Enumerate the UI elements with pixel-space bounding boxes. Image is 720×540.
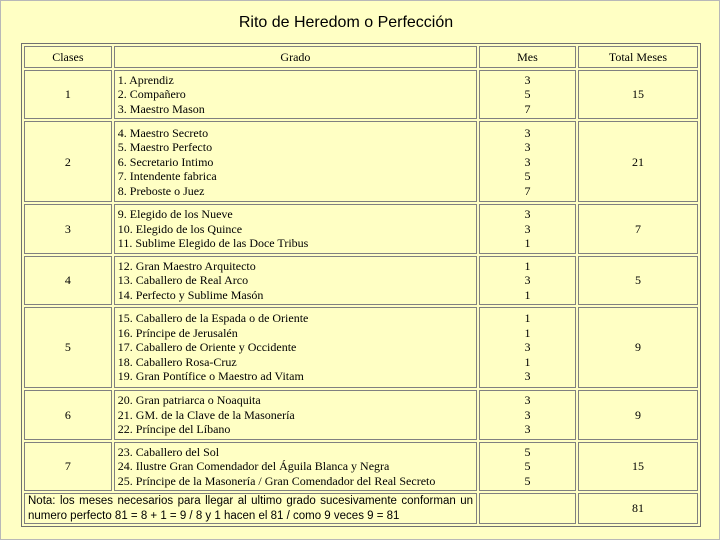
grado-item: 22. Príncipe del Líbano xyxy=(117,422,231,437)
mes-item: 3 xyxy=(524,273,531,288)
grado-item: 13. Caballero de Real Arco xyxy=(117,273,249,288)
mes-item: 7 xyxy=(524,101,531,116)
clase-cell: 7 xyxy=(24,442,112,491)
mes-item: 5 xyxy=(524,169,531,184)
mes-item: 5 xyxy=(524,459,531,474)
grado-item: 15. Caballero de la Espada o de Oriente xyxy=(117,311,309,326)
grado-cell xyxy=(114,204,477,253)
grado-item: 12. Gran Maestro Arquitecto xyxy=(117,258,256,273)
grado-item: 3. Maestro Mason xyxy=(117,101,205,116)
mes-item: 3 xyxy=(524,221,531,236)
mes-cell xyxy=(479,121,576,202)
grado-item: 8. Preboste o Juez xyxy=(117,183,205,198)
grado-cell xyxy=(114,121,477,202)
grado-item: 24. Ilustre Gran Comendador del Águila Blanca y Negra xyxy=(117,459,390,474)
grado-cell xyxy=(114,390,477,439)
mes-item: 3 xyxy=(524,207,531,222)
table-row xyxy=(24,121,698,202)
grado-item: 10. Elegido de los Quince xyxy=(117,221,243,236)
clase-cell: 3 xyxy=(24,204,112,253)
table-row xyxy=(24,390,698,439)
mes-cell xyxy=(479,70,576,119)
grado-item: 11. Sublime Elegido de las Doce Tribus xyxy=(117,236,309,251)
table-row xyxy=(24,442,698,491)
total-cell: 15 xyxy=(578,442,698,491)
page-title: Rito de Heredom o Perfección xyxy=(238,14,454,31)
mes-cell xyxy=(479,204,576,253)
grado-cell xyxy=(114,70,477,119)
mes-item: 1 xyxy=(524,258,531,273)
clase-cell: 4 xyxy=(24,256,112,305)
mes-item: 3 xyxy=(524,422,531,437)
table-row xyxy=(24,204,698,253)
grado-item: 19. Gran Pontífice o Maestro ad Vitam xyxy=(117,369,304,384)
grado-item: 2. Compañero xyxy=(117,87,186,102)
grado-item: 7. Intendente fabrica xyxy=(117,169,217,184)
mes-item: 5 xyxy=(524,87,531,102)
clase-cell: 6 xyxy=(24,390,112,439)
grado-item: 17. Caballero de Oriente y Occidente xyxy=(117,340,297,355)
mes-item: 3 xyxy=(524,140,531,155)
table-row xyxy=(24,307,698,388)
grado-item: 4. Maestro Secreto xyxy=(117,125,209,140)
total-cell: 9 xyxy=(578,307,698,388)
clase-cell: 1 xyxy=(24,70,112,119)
mes-cell xyxy=(479,256,576,305)
mes-item: 3 xyxy=(524,72,531,87)
note-text: Nota: los meses necesarios para llegar al ultimo grado sucesivamente conforman un numero perfecto 81 = 8 + 1 = 9 / 8 y 1 hacen el 81 / como 9 veces 9 = 81 xyxy=(24,493,477,524)
degrees-table xyxy=(21,43,701,527)
grado-item: 6. Secretario Intimo xyxy=(117,154,214,169)
mes-item: 3 xyxy=(524,340,531,355)
header-grado: Grado xyxy=(114,46,477,68)
grado-item: 5. Maestro Perfecto xyxy=(117,140,213,155)
mes-item: 3 xyxy=(524,407,531,422)
mes-cell xyxy=(479,442,576,491)
mes-item: 3 xyxy=(524,154,531,169)
grado-item: 20. Gran patriarca o Noaquita xyxy=(117,393,261,408)
mes-item: 1 xyxy=(524,287,531,302)
note-total: 81 xyxy=(578,493,698,524)
table-row xyxy=(24,70,698,119)
grado-item: 16. Príncipe de Jerusalén xyxy=(117,325,238,340)
grado-cell xyxy=(114,256,477,305)
mes-item: 3 xyxy=(524,125,531,140)
mes-item: 1 xyxy=(524,311,531,326)
grado-item: 9. Elegido de los Nueve xyxy=(117,207,233,222)
grado-cell xyxy=(114,307,477,388)
mes-item: 5 xyxy=(524,444,531,459)
header-mes: Mes xyxy=(479,46,576,68)
total-cell: 21 xyxy=(578,121,698,202)
mes-item: 3 xyxy=(524,393,531,408)
grado-item: 18. Caballero Rosa-Cruz xyxy=(117,354,237,369)
mes-item: 7 xyxy=(524,183,531,198)
total-cell: 7 xyxy=(578,204,698,253)
mes-item: 1 xyxy=(524,325,531,340)
grado-item: 23. Caballero del Sol xyxy=(117,444,220,459)
clase-cell: 5 xyxy=(24,307,112,388)
grado-cell xyxy=(114,442,477,491)
mes-item: 1 xyxy=(524,354,531,369)
table-row xyxy=(24,256,698,305)
header-total: Total Meses xyxy=(578,46,698,68)
total-cell: 5 xyxy=(578,256,698,305)
grado-item: 21. GM. de la Clave de la Masonería xyxy=(117,407,295,422)
note-row xyxy=(24,493,698,524)
mes-cell xyxy=(479,307,576,388)
header-clases: Clases xyxy=(24,46,112,68)
mes-item: 5 xyxy=(524,473,531,488)
mes-item: 1 xyxy=(524,236,531,251)
note-empty-cell xyxy=(479,493,576,524)
total-cell: 9 xyxy=(578,390,698,439)
table-header-row xyxy=(24,46,698,68)
mes-cell xyxy=(479,390,576,439)
grado-item: 1. Aprendiz xyxy=(117,72,174,87)
grado-item: 25. Príncipe de la Masonería / Gran Comendador del Real Secreto xyxy=(117,473,436,488)
clase-cell: 2 xyxy=(24,121,112,202)
grado-item: 14. Perfecto y Sublime Masón xyxy=(117,287,264,302)
mes-item: 3 xyxy=(524,369,531,384)
total-cell: 15 xyxy=(578,70,698,119)
